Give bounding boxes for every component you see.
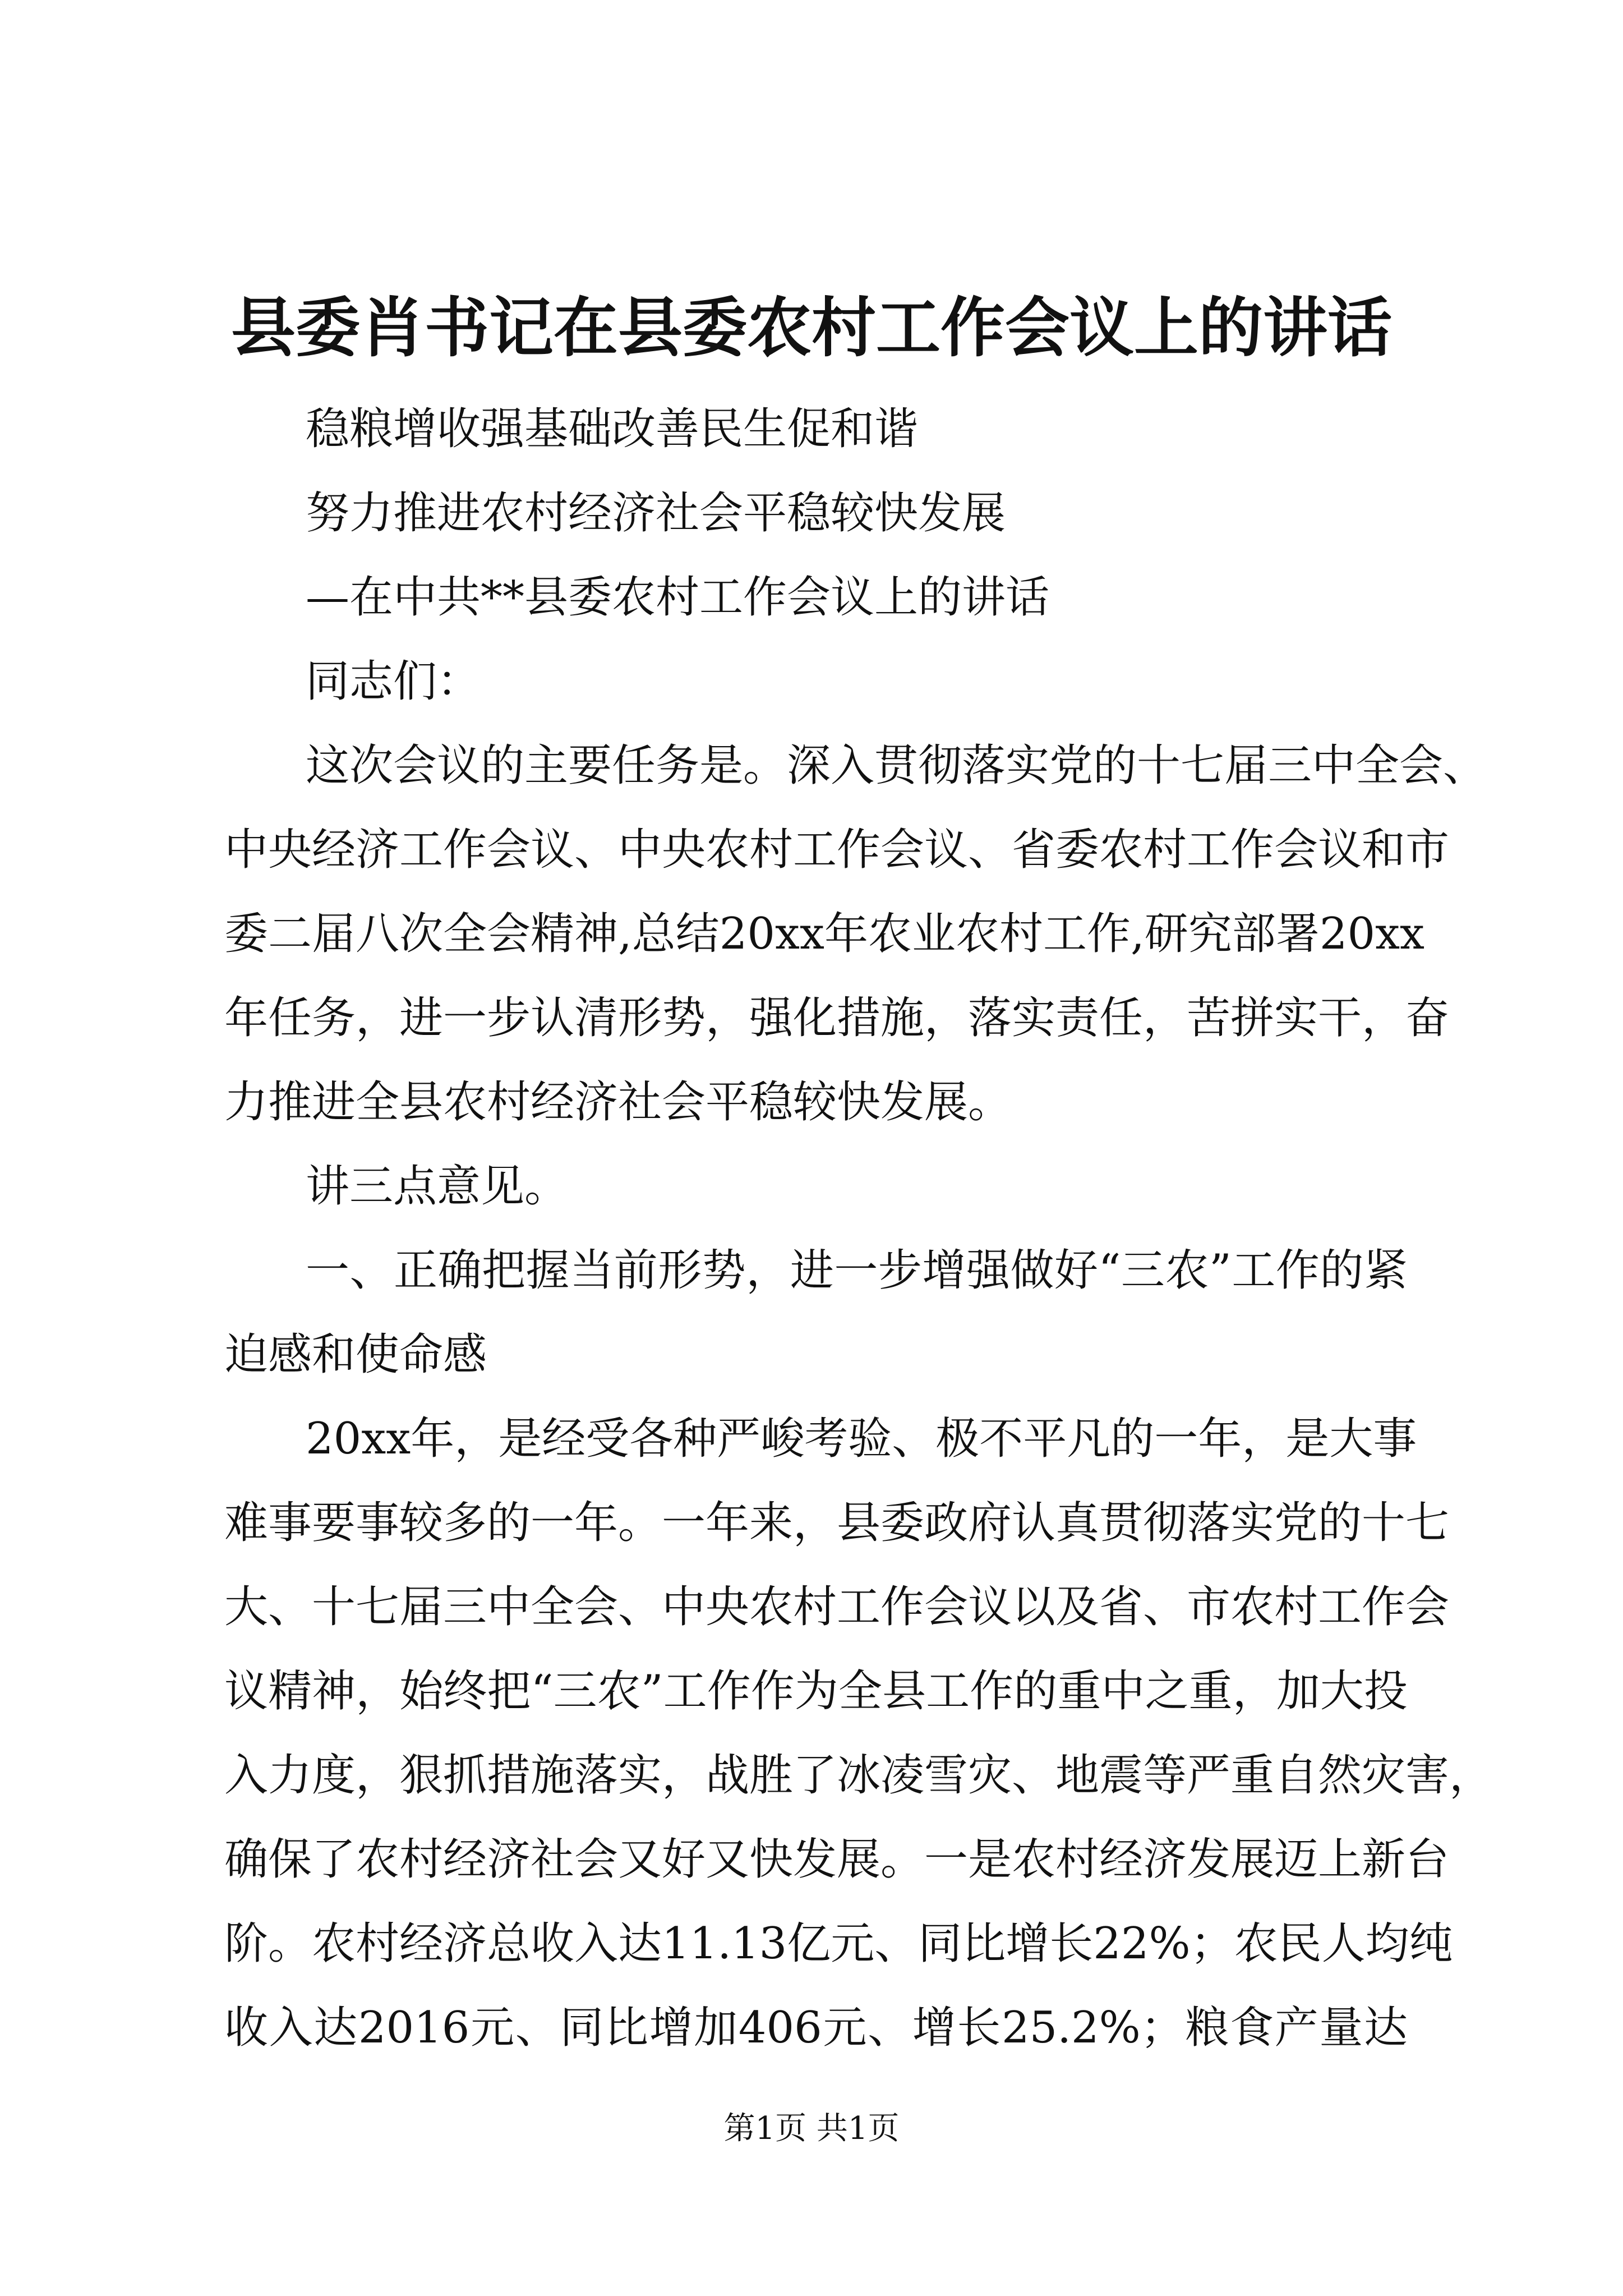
subtitle-line-3: —在中共**县委农村工作会议上的讲话 bbox=[306, 572, 1050, 623]
paragraph-3-line-5: 入力度，狠抓措施落实，战胜了冰凌雪灾、地震等严重自然灾害， bbox=[224, 1750, 1493, 1801]
paragraph-2: 讲三点意见。 bbox=[306, 1161, 569, 1212]
page-number-footer: 第1页 共1页 bbox=[723, 2110, 900, 2147]
paragraph-3-line-6: 确保了农村经济社会又好又快发展。一是农村经济发展迈上新台 bbox=[224, 1834, 1450, 1885]
paragraph-3-line-3: 大、十七届三中全会、中央农村工作会议以及省、市农村工作会 bbox=[224, 1582, 1450, 1632]
document-title: 县委肖书记在县委农村工作会议上的讲话 bbox=[230, 290, 1392, 366]
paragraph-1-line-4: 年任务，进一步认清形势，强化措施，落实责任，苦拼实干，奋 bbox=[224, 993, 1450, 1043]
paragraph-3-line-7: 阶。农村经济总收入达11.13亿元、同比增长22%；农民人均纯 bbox=[224, 1918, 1453, 1969]
document-body bbox=[224, 387, 1493, 2070]
paragraph-3-line-4: 议精神，始终把“三农”工作作为全县工作的重中之重，加大投 bbox=[224, 1666, 1408, 1717]
heading-1-line-1: 一、正确把握当前形势，进一步增强做好“三农”工作的紧 bbox=[306, 1245, 1408, 1296]
paragraph-1-line-5: 力推进全县农村经济社会平稳较快发展。 bbox=[224, 1077, 1012, 1128]
paragraph-3-line-1: 20xx年，是经受各种严峻考验、极不平凡的一年，是大事 bbox=[306, 1414, 1417, 1464]
salutation: 同志们： bbox=[306, 656, 481, 707]
subtitle-line-2: 努力推进农村经济社会平稳较快发展 bbox=[306, 488, 1006, 539]
paragraph-1-line-2: 中央经济工作会议、中央农村工作会议、省委农村工作会议和市 bbox=[224, 825, 1450, 875]
paragraph-3-line-8: 收入达2016元、同比增加406元、增长25.2%；粮食产量达 bbox=[224, 2003, 1408, 2053]
heading-1-line-2: 迫感和使命感 bbox=[224, 1329, 487, 1380]
subtitle-line-1: 稳粮增收强基础改善民生促和谐 bbox=[306, 404, 919, 454]
paragraph-1-line-3: 委二届八次全会精神,总结20xx年农业农村工作,研究部署20xx bbox=[224, 909, 1425, 959]
paragraph-1-line-1: 这次会议的主要任务是。深入贯彻落实党的十七届三中全会、 bbox=[306, 740, 1487, 791]
paragraph-3-line-2: 难事要事较多的一年。一年来，县委政府认真贯彻落实党的十七 bbox=[224, 1498, 1450, 1548]
